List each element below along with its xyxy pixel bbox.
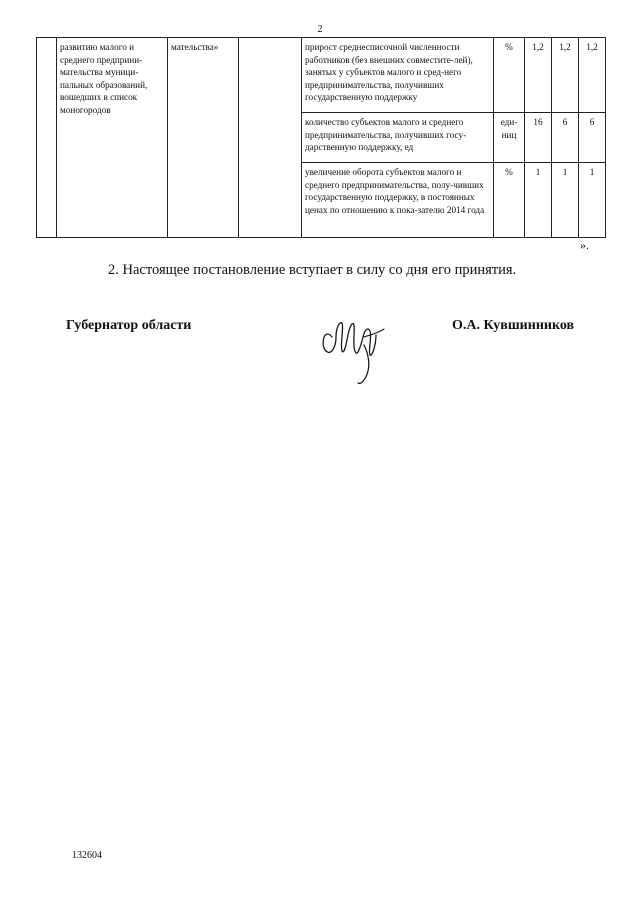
indicator-unit-cell: % (494, 38, 525, 113)
indicator-value-cell: 1 (525, 163, 552, 238)
signer-title: Губернатор области (66, 318, 192, 333)
handwritten-signature (318, 305, 390, 387)
indicator-value-cell: 1,2 (525, 38, 552, 113)
measure-cell: мательства» (168, 38, 239, 238)
table-row (37, 38, 606, 113)
page-number: 2 (317, 24, 323, 35)
indicator-value-cell: 1,2 (552, 38, 579, 113)
indicator-value-cell: 1 (552, 163, 579, 238)
signer-name: О.А. Кувшинников (452, 318, 575, 333)
clause-2-text: 2. Настоящее постановление вступает в силу со дня его принятия. (108, 262, 517, 278)
indicator-value-cell: 6 (552, 113, 579, 163)
indicator-name-cell: количество субъектов малого и среднего предпринимательства, получивших госу-дарственную поддержку, ед (302, 113, 494, 163)
indicator-value-cell: 1,2 (579, 38, 606, 113)
indicator-value-cell: 6 (579, 113, 606, 163)
indicator-unit-cell: еди-ниц (494, 113, 525, 163)
closing-quote: ». (580, 238, 589, 252)
indicator-unit-cell: % (494, 163, 525, 238)
document-code: 132604 (72, 850, 102, 861)
empty-cell (239, 38, 302, 238)
direction-cell: развитию малого и среднего предприни-мательства муници-пальных образований, вошедших в список моногородов (57, 38, 168, 238)
indicator-name-cell: увеличение оборота субъектов малого и среднего предпринимательства, полу-чивших государственную поддержку, в постоянных ценах по отношению к пока-зателю 2014 года (302, 163, 494, 238)
indicators-table (36, 37, 606, 238)
indicator-value-cell: 1 (579, 163, 606, 238)
indicator-value-cell: 16 (525, 113, 552, 163)
index-cell (37, 38, 57, 238)
indicator-name-cell: прирост среднесписочной численности работников (без внешних совместите-лей), занятых у субъектов малого и сред-него предпринимательства, получивших государственную поддержку (302, 38, 494, 113)
